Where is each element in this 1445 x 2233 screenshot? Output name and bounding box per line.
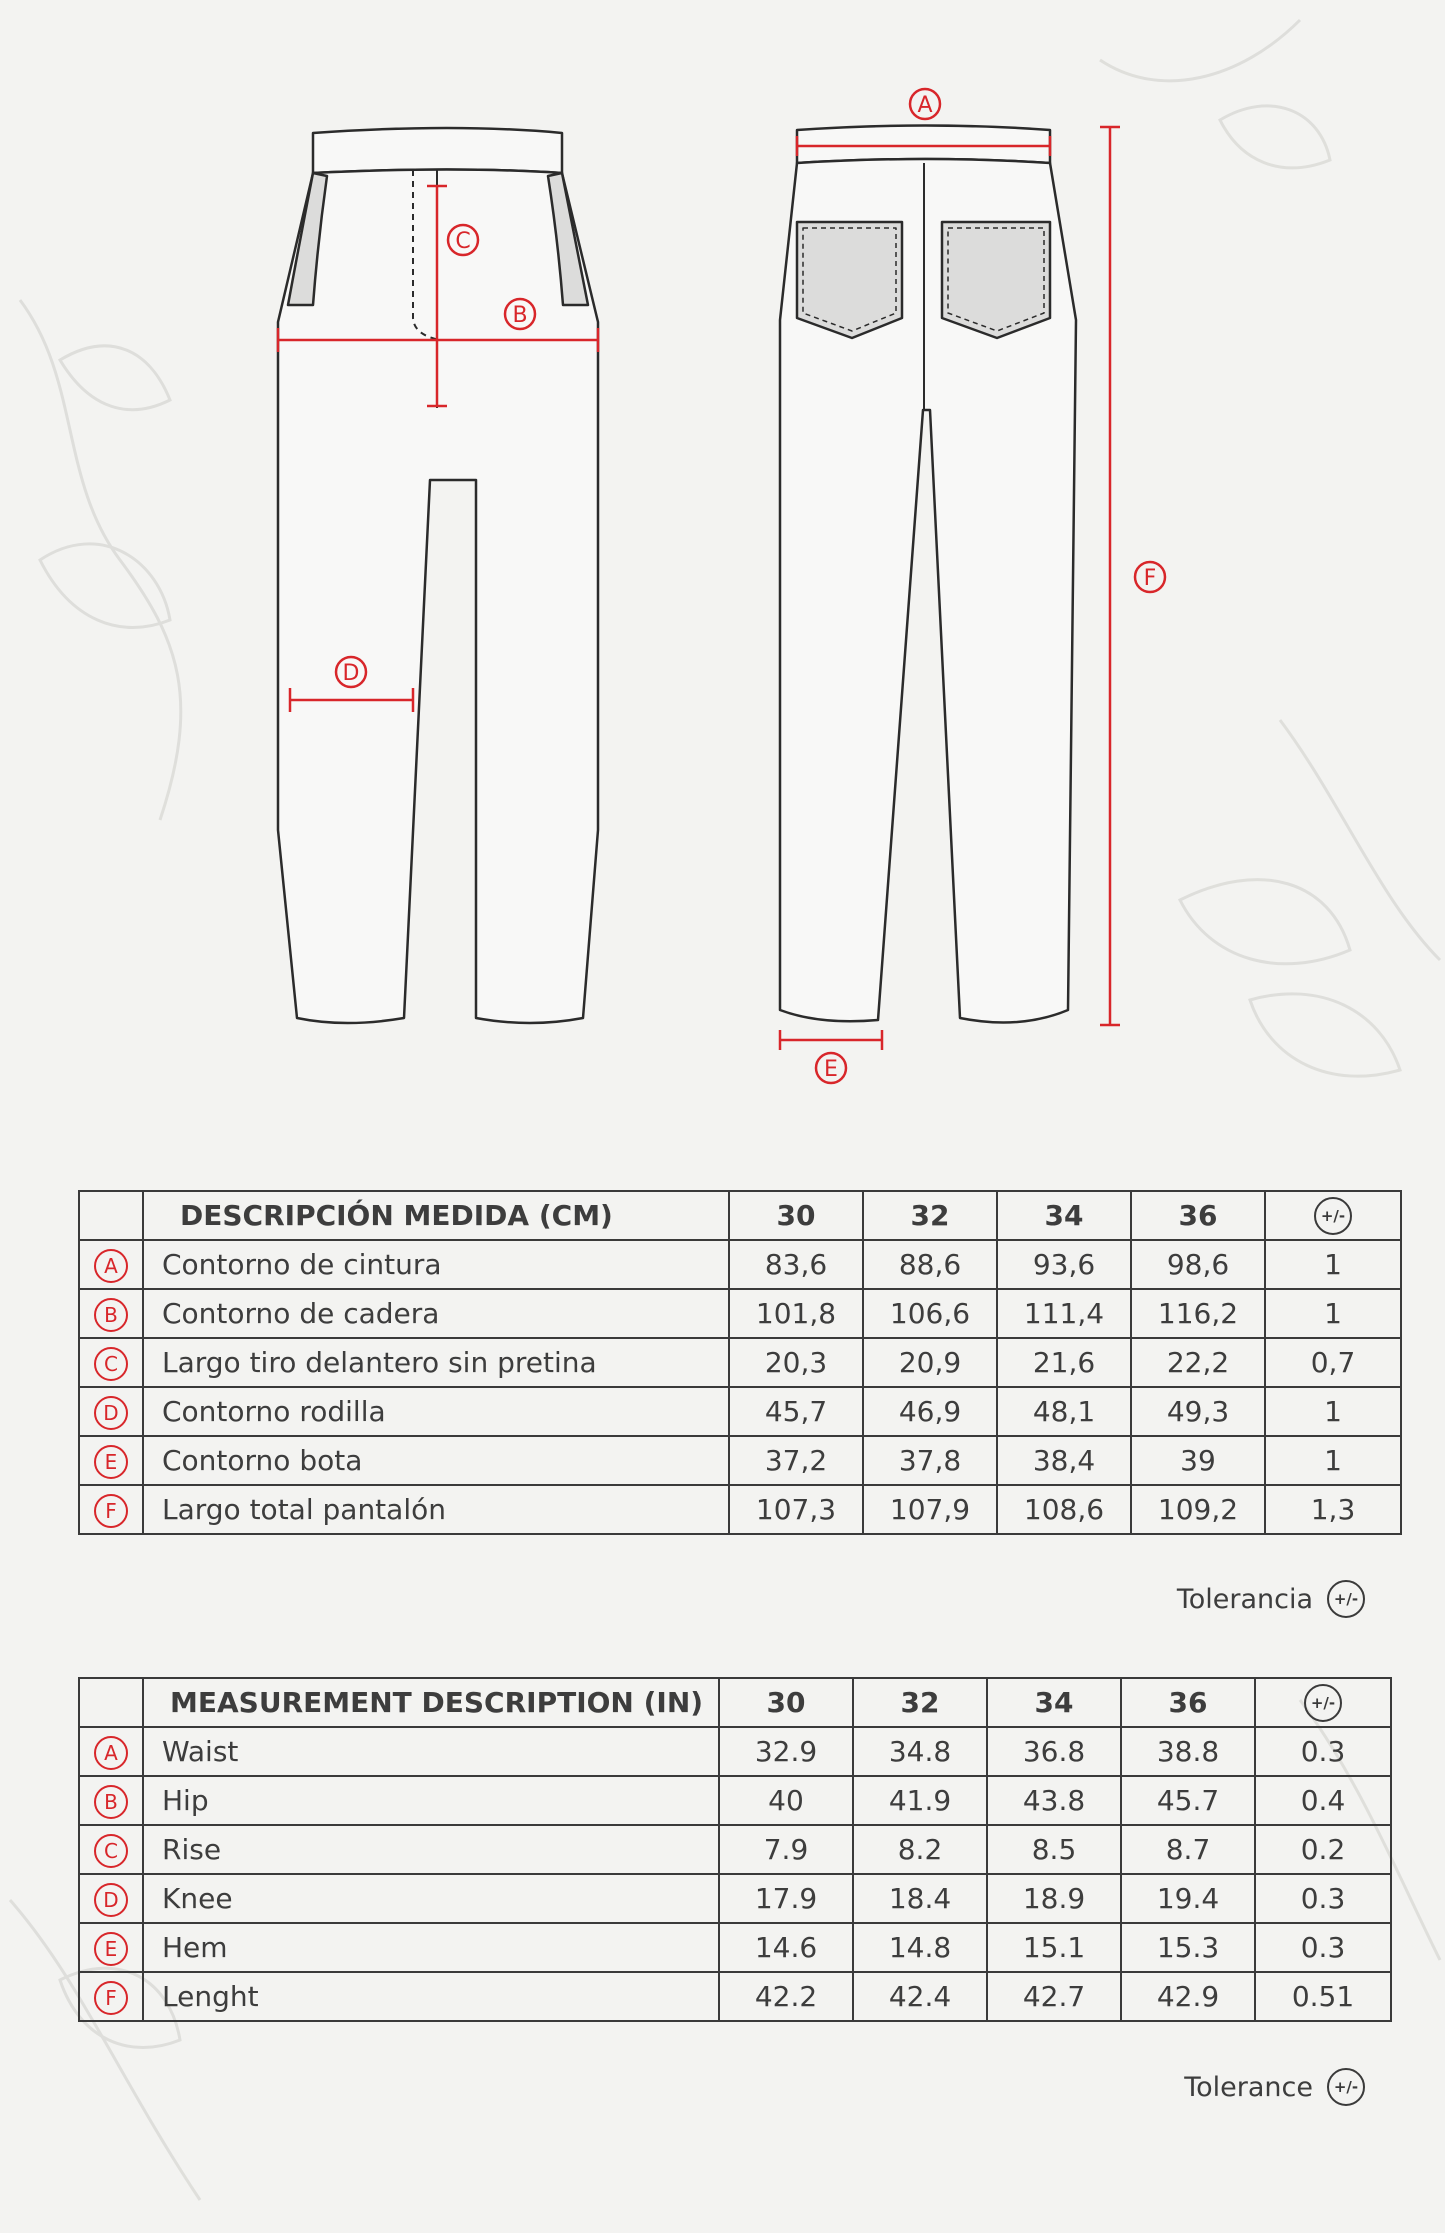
cell-value: 15.3 [1121,1923,1255,1972]
marker-e [816,1053,846,1083]
back-waistband [797,126,1050,164]
tolerance-label: Tolerance [1184,2071,1313,2103]
cell-value: 106,6 [863,1289,997,1338]
cell-value: 8.5 [987,1825,1121,1874]
row-key-badge: B [94,1785,128,1819]
cell-value: 39 [1131,1436,1265,1485]
cell-value: 109,2 [1131,1485,1265,1534]
measurement-table-in [78,1677,1392,2022]
plus-minus-icon: +/- [1314,1197,1352,1235]
table-row [79,1436,1401,1485]
cell-value: 107,3 [729,1485,863,1534]
cell-value: 20,3 [729,1338,863,1387]
marker-a [910,89,940,119]
cell-value: 19.4 [1121,1874,1255,1923]
table-title: DESCRIPCIÓN MEDIDA (CM) [143,1191,729,1240]
row-key-badge: A [94,1736,128,1770]
cell-value: 7.9 [719,1825,853,1874]
row-description: Largo total pantalón [143,1485,729,1534]
row-description: Hip [143,1776,719,1825]
back-left-pocket [797,222,902,338]
cell-value: 38,4 [997,1436,1131,1485]
table-header-row [79,1191,1401,1240]
size-header: 32 [853,1678,987,1727]
cell-value: 111,4 [997,1289,1131,1338]
tolerance-note-in [1184,2068,1365,2106]
table-title: MEASUREMENT DESCRIPTION (IN) [143,1678,719,1727]
measurement-table-cm [78,1190,1402,1535]
cell-value: 49,3 [1131,1387,1265,1436]
cell-value: 18.4 [853,1874,987,1923]
cell-value: 45,7 [729,1387,863,1436]
plus-minus-icon: +/- [1327,1580,1365,1618]
cell-value: 37,8 [863,1436,997,1485]
row-description: Rise [143,1825,719,1874]
svg-text:A: A [917,93,933,118]
cell-value: 38.8 [1121,1727,1255,1776]
cell-tolerance: 0.4 [1255,1776,1391,1825]
cell-tolerance: 1 [1265,1387,1401,1436]
svg-text:C: C [455,229,471,254]
cell-tolerance: 0,7 [1265,1338,1401,1387]
plus-minus-icon: +/- [1304,1684,1342,1722]
cell-tolerance: 1 [1265,1436,1401,1485]
size-header: 30 [729,1191,863,1240]
row-key-badge: C [94,1834,128,1868]
size-header: 34 [997,1191,1131,1240]
cell-value: 18.9 [987,1874,1121,1923]
table-row [79,1387,1401,1436]
table-row [79,1485,1401,1534]
measure-e-line [780,1030,882,1050]
row-key-badge: F [94,1494,128,1528]
cell-value: 41.9 [853,1776,987,1825]
marker-f [1135,562,1165,592]
size-header: 32 [863,1191,997,1240]
size-header: 30 [719,1678,853,1727]
tolerance-label: Tolerancia [1176,1583,1313,1615]
row-key-badge: C [94,1347,128,1381]
row-key-badge: E [94,1932,128,1966]
cell-value: 17.9 [719,1874,853,1923]
cell-value: 21,6 [997,1338,1131,1387]
table-row [79,1825,1391,1874]
size-header: 36 [1121,1678,1255,1727]
table-row [79,1240,1401,1289]
row-description: Contorno rodilla [143,1387,729,1436]
cell-value: 48,1 [997,1387,1131,1436]
cell-value: 46,9 [863,1387,997,1436]
front-waistband [313,128,562,173]
cell-tolerance: 1 [1265,1289,1401,1338]
svg-text:D: D [342,661,360,686]
svg-text:F: F [1143,566,1157,591]
row-key-badge: F [94,1981,128,2015]
cell-tolerance: 1,3 [1265,1485,1401,1534]
table-row [79,1338,1401,1387]
back-view [780,126,1076,1023]
cell-tolerance: 0.3 [1255,1923,1391,1972]
row-description: Lenght [143,1972,719,2021]
cell-value: 107,9 [863,1485,997,1534]
cell-value: 42.2 [719,1972,853,2021]
table-row [79,1972,1391,2021]
cell-value: 8.7 [1121,1825,1255,1874]
row-description: Hem [143,1923,719,1972]
cell-value: 43.8 [987,1776,1121,1825]
cell-value: 83,6 [729,1240,863,1289]
cell-value: 101,8 [729,1289,863,1338]
measure-f-line [1100,127,1120,1025]
table-header-row [79,1678,1391,1727]
cell-value: 14.6 [719,1923,853,1972]
cell-value: 34.8 [853,1727,987,1776]
row-key-badge: D [94,1883,128,1917]
cell-value: 42.7 [987,1972,1121,2021]
cell-value: 88,6 [863,1240,997,1289]
cell-tolerance: 0.51 [1255,1972,1391,2021]
cell-value: 32.9 [719,1727,853,1776]
cell-value: 45.7 [1121,1776,1255,1825]
cell-value: 14.8 [853,1923,987,1972]
cell-value: 116,2 [1131,1289,1265,1338]
row-key-badge: A [94,1249,128,1283]
plus-minus-icon: +/- [1327,2068,1365,2106]
cell-value: 22,2 [1131,1338,1265,1387]
table-row [79,1727,1391,1776]
table-row [79,1874,1391,1923]
cell-tolerance: 0.3 [1255,1874,1391,1923]
cell-value: 93,6 [997,1240,1131,1289]
table-row [79,1776,1391,1825]
cell-value: 108,6 [997,1485,1131,1534]
back-right-pocket [942,222,1050,338]
cell-value: 20,9 [863,1338,997,1387]
cell-value: 37,2 [729,1436,863,1485]
row-description: Contorno de cadera [143,1289,729,1338]
tolerance-note-cm [1177,1580,1365,1618]
cell-value: 98,6 [1131,1240,1265,1289]
svg-text:B: B [512,303,528,328]
row-description: Waist [143,1727,719,1776]
cell-tolerance: 0.3 [1255,1727,1391,1776]
cell-value: 8.2 [853,1825,987,1874]
cell-tolerance: 0.2 [1255,1825,1391,1874]
size-header: 36 [1131,1191,1265,1240]
row-key-badge: B [94,1298,128,1332]
cell-tolerance: 1 [1265,1240,1401,1289]
cell-value: 36.8 [987,1727,1121,1776]
row-description: Contorno de cintura [143,1240,729,1289]
table-row [79,1289,1401,1338]
cell-value: 15.1 [987,1923,1121,1972]
row-description: Largo tiro delantero sin pretina [143,1338,729,1387]
row-description: Contorno bota [143,1436,729,1485]
table-row [79,1923,1391,1972]
row-key-badge: E [94,1445,128,1479]
svg-text:E: E [824,1057,838,1082]
cell-value: 40 [719,1776,853,1825]
size-header: 34 [987,1678,1121,1727]
row-description: Knee [143,1874,719,1923]
cell-value: 42.9 [1121,1972,1255,2021]
row-key-badge: D [94,1396,128,1430]
cell-value: 42.4 [853,1972,987,2021]
